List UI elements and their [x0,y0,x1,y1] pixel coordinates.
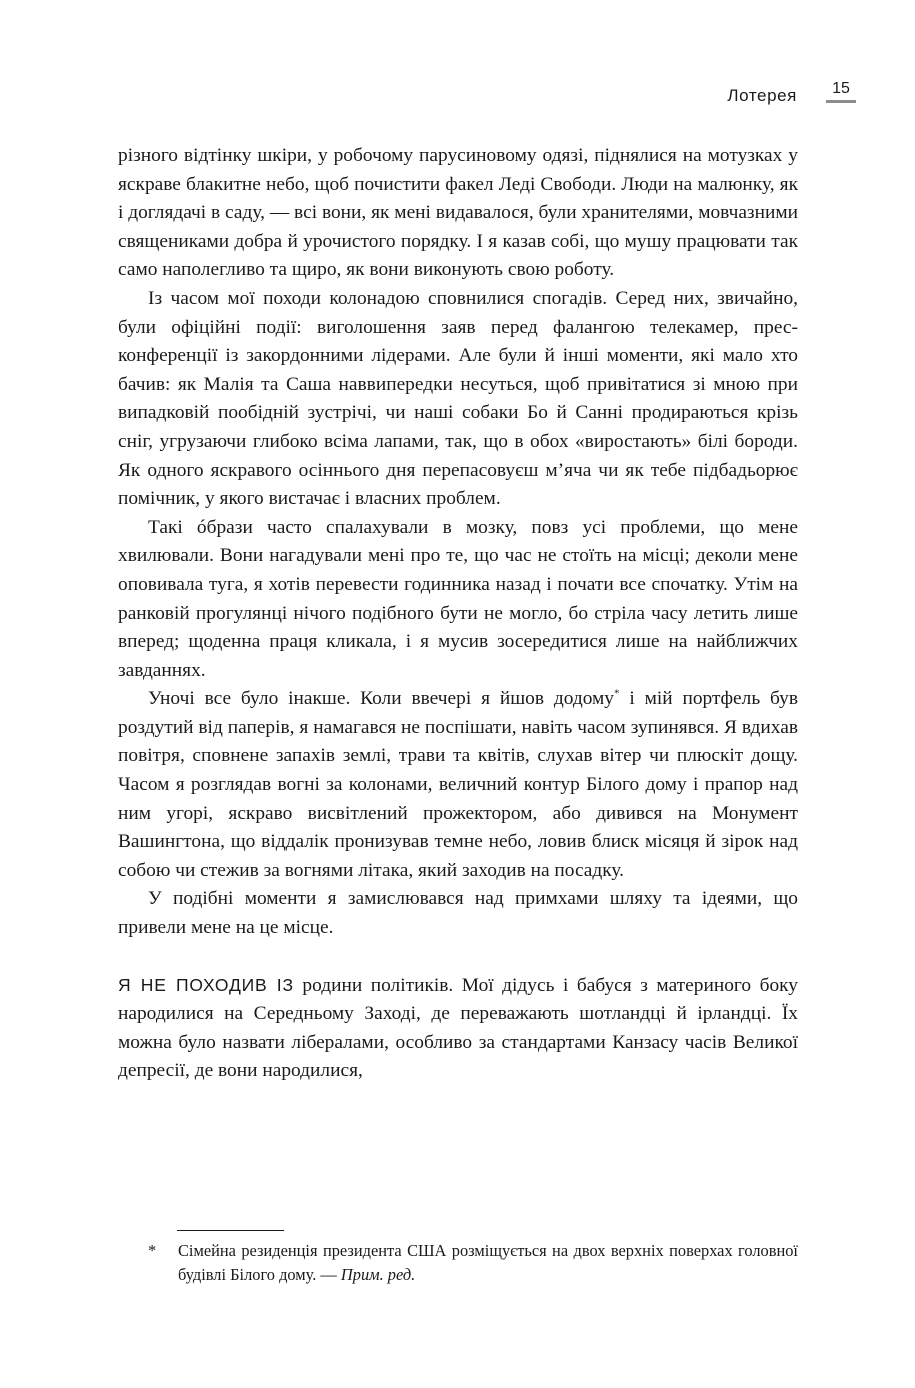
paragraph-4-start: Уночі все було інакше. Коли ввечері я йшов додому [148,688,615,710]
footnote-divider [177,1230,284,1231]
paragraph-4 [118,685,798,885]
paragraph-3: Такі óбрази часто спалахували в мозку, повз усі проблеми, що мене хвилювали. Вони нагадували мені про те, що час не стоїть на місці; деколи мене оповивала туга, я хотів перевести годинника назад і почати все спочатку. Утім на ранковій прогулянці нічого подібного бути не могло, бо стріла часу летить лише вперед; щоденна праця кликала, і я мусив зосередитися лише на найближчих завданнях. [118,516,798,681]
footnote-reference-marker: * [614,687,620,700]
paragraph-4-end: і мій портфель був роздутий від паперів, я намагався не поспішати, навіть часом зупинявся. Я вдихав повітря, сповнене запахів землі, трави та квітів, слухав вітер чи плюскіт дощу. Часом я розглядав вогні за колонами, величний контур Білого дому і прапор над ним угорі, яскраво висвітлений прожектором, або дивився на Монумент Вашингтона, що віддалік пронизував темне небо, ловив блиск місяця й зірок над собою чи стежив за вогнями літака, який заходив на посадку. [118,688,798,881]
paragraph-5: У подібні моменти я замислювався над примхами шляху та ідеями, що привели мене на це місце. [118,888,798,939]
page-number-underline [826,100,856,103]
footnote-body [178,1239,798,1287]
footnote-marker: * [148,1241,157,1260]
paragraph-2: Із часом мої походи колонадою сповнилися спогадів. Серед них, звичайно, були офіційні події: виголошення заяв перед фалангою телекамер, прес-конференції із закордонними лідерами. Але були й інші моменти, які мало хто бачив: як Малія та Саша наввипередки несуться, щоб привітатися зі мною при випадковій пообідній зустрічі, чи наші собаки Бо й Санні продираються крізь сніг, угрузаючи глибоко всіма лапами, так, що в обох «виростають» білі бороди. Як одного яскравого осіннього дня перепасовуєш м’яча чи як тебе підбадьорює помічник, у якого вистачає і власних проблем. [118,287,798,510]
page-number: 15 [832,80,850,97]
paragraph-1: різного відтінку шкіри, у робочому парусиновому одязі, піднялися на мотузках у яскраве блакитне небо, щоб почистити факел Леді Свободи. Люди на малюнку, як і доглядачі в саду, — всі вони, як мені видавалося, були хранителями, мовчазними священиками добра й урочистого порядку. І я казав собі, що мушу працювати так само наполегливо та щиро, як вони виконують свою роботу. [118,145,798,281]
paragraph-6-text: родини політиків. Мої дідусь і бабуся з материного боку народилися на Середньому Заході, де переважають шотландці й ірландці. Їх можна було назвати лібералами, особливо за стандартами Канзасу часів Великої депресії, де вони народилися, [118,974,798,1082]
paragraph-6 [118,971,798,1086]
main-text [118,142,798,1086]
running-title: Лотерея [727,86,797,105]
section-lead-in: Я НЕ ПОХОДИВ ІЗ [118,974,294,995]
footnote [148,1239,798,1287]
footnote-editor-note: Прим. ред. [340,1265,416,1284]
footnote-text: Сімейна резиденція президента США розміщується на двох верхніх поверхах головної будівлі Білого дому. — [178,1241,798,1284]
